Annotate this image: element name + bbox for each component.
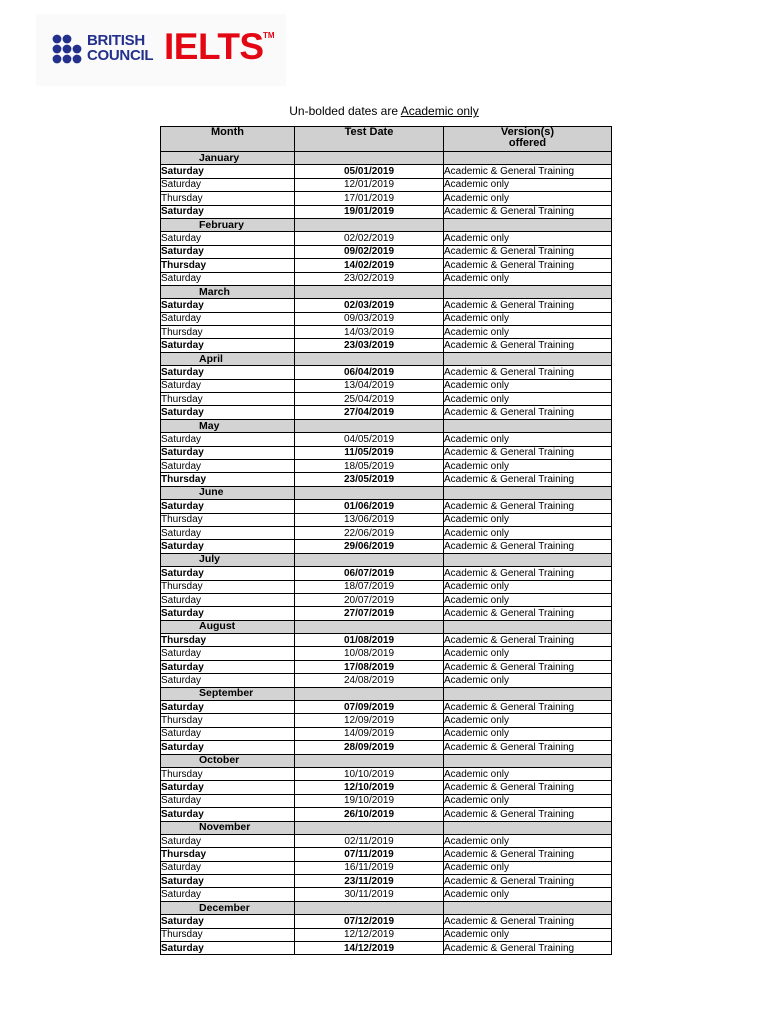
version-cell: Academic only — [444, 888, 612, 901]
legend-note-prefix: Un-bolded dates are — [289, 104, 401, 118]
version-cell: Academic only — [444, 767, 612, 780]
table-row — [161, 781, 612, 794]
date-cell: 07/11/2019 — [295, 848, 444, 861]
version-cell: Academic only — [444, 326, 612, 339]
version-cell: Academic & General Training — [444, 339, 612, 352]
day-cell: Saturday — [161, 942, 295, 955]
version-cell: Academic only — [444, 794, 612, 807]
table-row — [161, 446, 612, 459]
month-row-empty-cell — [295, 152, 444, 165]
date-cell: 12/09/2019 — [295, 714, 444, 727]
logo-line2: COUNCIL — [87, 47, 154, 64]
version-cell: Academic & General Training — [444, 660, 612, 673]
date-cell: 07/12/2019 — [295, 915, 444, 928]
date-cell: 22/06/2019 — [295, 526, 444, 539]
table-row — [161, 727, 612, 740]
table-row — [161, 647, 612, 660]
table-row — [161, 232, 612, 245]
version-cell: Academic & General Training — [444, 701, 612, 714]
date-cell: 14/09/2019 — [295, 727, 444, 740]
month-row-empty-cell — [444, 419, 612, 432]
day-cell: Saturday — [161, 781, 295, 794]
date-cell: 25/04/2019 — [295, 393, 444, 406]
month-row-empty-cell — [295, 486, 444, 499]
date-cell: 27/07/2019 — [295, 607, 444, 620]
date-cell: 11/05/2019 — [295, 446, 444, 459]
table-row — [161, 459, 612, 472]
date-cell: 17/08/2019 — [295, 660, 444, 673]
date-cell: 04/05/2019 — [295, 433, 444, 446]
day-cell: Saturday — [161, 245, 295, 258]
table-header-row — [161, 127, 612, 152]
table-row — [161, 513, 612, 526]
table-row — [161, 526, 612, 539]
month-row-empty-cell — [295, 901, 444, 914]
day-cell: Saturday — [161, 526, 295, 539]
date-cell: 27/04/2019 — [295, 406, 444, 419]
month-label: October — [161, 754, 295, 767]
table-row — [161, 888, 612, 901]
day-cell: Thursday — [161, 767, 295, 780]
day-cell: Saturday — [161, 915, 295, 928]
version-cell: Academic & General Training — [444, 741, 612, 754]
table-row — [161, 393, 612, 406]
month-row-empty-cell — [295, 821, 444, 834]
date-cell: 01/08/2019 — [295, 634, 444, 647]
table-row — [161, 794, 612, 807]
version-cell: Academic & General Training — [444, 634, 612, 647]
month-row-empty-cell — [444, 352, 612, 365]
month-row-empty-cell — [444, 687, 612, 700]
date-cell: 23/05/2019 — [295, 473, 444, 486]
table-row — [161, 674, 612, 687]
table-row — [161, 741, 612, 754]
version-cell: Academic & General Training — [444, 942, 612, 955]
date-cell: 18/07/2019 — [295, 580, 444, 593]
month-label: August — [161, 620, 295, 633]
version-cell: Academic & General Training — [444, 915, 612, 928]
version-cell: Academic & General Training — [444, 299, 612, 312]
version-cell: Academic only — [444, 593, 612, 606]
version-cell: Academic & General Training — [444, 567, 612, 580]
date-cell: 09/02/2019 — [295, 245, 444, 258]
table-row — [161, 205, 612, 218]
date-cell: 23/03/2019 — [295, 339, 444, 352]
date-cell: 13/04/2019 — [295, 379, 444, 392]
day-cell: Saturday — [161, 379, 295, 392]
version-cell: Academic only — [444, 727, 612, 740]
table-row — [161, 178, 612, 191]
header-versions — [444, 127, 612, 152]
month-row-empty-cell — [444, 754, 612, 767]
logo-header — [36, 14, 286, 86]
day-cell: Saturday — [161, 861, 295, 874]
date-cell: 19/01/2019 — [295, 205, 444, 218]
month-row — [161, 901, 612, 914]
table-row — [161, 848, 612, 861]
month-row-empty-cell — [444, 218, 612, 231]
date-cell: 14/03/2019 — [295, 326, 444, 339]
date-cell: 14/12/2019 — [295, 942, 444, 955]
table-row — [161, 540, 612, 553]
table-row — [161, 379, 612, 392]
date-cell: 23/11/2019 — [295, 875, 444, 888]
version-cell: Academic only — [444, 834, 612, 847]
date-cell: 01/06/2019 — [295, 500, 444, 513]
table-row — [161, 593, 612, 606]
date-cell: 06/04/2019 — [295, 366, 444, 379]
month-row — [161, 218, 612, 231]
table-row — [161, 366, 612, 379]
month-row-empty-cell — [444, 486, 612, 499]
month-row-empty-cell — [295, 352, 444, 365]
version-cell: Academic only — [444, 674, 612, 687]
table-row — [161, 875, 612, 888]
table-row — [161, 272, 612, 285]
day-cell: Thursday — [161, 473, 295, 486]
day-cell: Saturday — [161, 272, 295, 285]
day-cell: Saturday — [161, 299, 295, 312]
day-cell: Thursday — [161, 513, 295, 526]
day-cell: Saturday — [161, 888, 295, 901]
version-cell: Academic & General Training — [444, 165, 612, 178]
table-row — [161, 915, 612, 928]
version-cell: Academic & General Training — [444, 808, 612, 821]
day-cell: Saturday — [161, 165, 295, 178]
table-row — [161, 567, 612, 580]
table-row — [161, 312, 612, 325]
trademark-mark: TM — [263, 31, 275, 40]
version-cell: Academic only — [444, 580, 612, 593]
logo-line1: BRITISH — [87, 32, 145, 49]
table-row — [161, 928, 612, 941]
british-council-wordmark — [87, 33, 153, 63]
day-cell: Saturday — [161, 567, 295, 580]
month-row — [161, 821, 612, 834]
table-row — [161, 433, 612, 446]
date-cell: 05/01/2019 — [295, 165, 444, 178]
date-cell: 16/11/2019 — [295, 861, 444, 874]
date-cell: 12/10/2019 — [295, 781, 444, 794]
day-cell: Saturday — [161, 205, 295, 218]
test-dates-table — [160, 126, 612, 955]
month-row — [161, 419, 612, 432]
day-cell: Thursday — [161, 634, 295, 647]
day-cell: Saturday — [161, 540, 295, 553]
date-cell: 19/10/2019 — [295, 794, 444, 807]
day-cell: Thursday — [161, 928, 295, 941]
month-row-empty-cell — [444, 620, 612, 633]
month-label: January — [161, 152, 295, 165]
version-cell: Academic & General Training — [444, 781, 612, 794]
table-row — [161, 808, 612, 821]
day-cell: Thursday — [161, 580, 295, 593]
version-cell: Academic & General Training — [444, 848, 612, 861]
month-row-empty-cell — [295, 687, 444, 700]
month-row-empty-cell — [295, 754, 444, 767]
month-row — [161, 152, 612, 165]
header-versions-line2: offered — [508, 137, 547, 149]
month-label: September — [161, 687, 295, 700]
month-row — [161, 620, 612, 633]
version-cell: Academic only — [444, 393, 612, 406]
version-cell: Academic & General Training — [444, 540, 612, 553]
month-row-empty-cell — [295, 285, 444, 298]
version-cell: Academic & General Training — [444, 473, 612, 486]
day-cell: Saturday — [161, 727, 295, 740]
day-cell: Thursday — [161, 259, 295, 272]
date-cell: 23/02/2019 — [295, 272, 444, 285]
month-row-empty-cell — [444, 901, 612, 914]
month-row-empty-cell — [295, 419, 444, 432]
date-cell: 30/11/2019 — [295, 888, 444, 901]
table-row — [161, 339, 612, 352]
month-row — [161, 754, 612, 767]
british-council-logo-icon — [52, 34, 82, 64]
day-cell: Saturday — [161, 459, 295, 472]
table-row — [161, 767, 612, 780]
day-cell: Saturday — [161, 875, 295, 888]
day-cell: Saturday — [161, 701, 295, 714]
table-row — [161, 607, 612, 620]
version-cell: Academic & General Training — [444, 366, 612, 379]
date-cell: 18/05/2019 — [295, 459, 444, 472]
table-row — [161, 406, 612, 419]
version-cell: Academic only — [444, 232, 612, 245]
month-row-empty-cell — [444, 821, 612, 834]
table-row — [161, 473, 612, 486]
day-cell: Saturday — [161, 607, 295, 620]
header-test-date: Test Date — [295, 127, 444, 152]
day-cell: Saturday — [161, 433, 295, 446]
day-cell: Saturday — [161, 500, 295, 513]
table-body — [161, 152, 612, 955]
date-cell: 10/08/2019 — [295, 647, 444, 660]
month-row-empty-cell — [295, 620, 444, 633]
version-cell: Academic & General Training — [444, 205, 612, 218]
date-cell: 02/11/2019 — [295, 834, 444, 847]
date-cell: 13/06/2019 — [295, 513, 444, 526]
day-cell: Saturday — [161, 593, 295, 606]
day-cell: Saturday — [161, 232, 295, 245]
version-cell: Academic & General Training — [444, 245, 612, 258]
date-cell: 07/09/2019 — [295, 701, 444, 714]
table-row — [161, 326, 612, 339]
day-cell: Saturday — [161, 312, 295, 325]
day-cell: Saturday — [161, 674, 295, 687]
date-cell: 17/01/2019 — [295, 192, 444, 205]
version-cell: Academic only — [444, 714, 612, 727]
version-cell: Academic & General Training — [444, 500, 612, 513]
date-cell: 26/10/2019 — [295, 808, 444, 821]
day-cell: Saturday — [161, 741, 295, 754]
table-row — [161, 660, 612, 673]
version-cell: Academic only — [444, 272, 612, 285]
month-label: December — [161, 901, 295, 914]
month-label: July — [161, 553, 295, 566]
day-cell: Thursday — [161, 848, 295, 861]
table-row — [161, 500, 612, 513]
version-cell: Academic only — [444, 861, 612, 874]
month-label: March — [161, 285, 295, 298]
day-cell: Saturday — [161, 366, 295, 379]
table-row — [161, 701, 612, 714]
day-cell: Thursday — [161, 714, 295, 727]
table-row — [161, 834, 612, 847]
month-row-empty-cell — [444, 152, 612, 165]
date-cell: 14/02/2019 — [295, 259, 444, 272]
month-label: June — [161, 486, 295, 499]
ielts-wordmark: IELTS — [164, 26, 264, 67]
version-cell: Academic & General Training — [444, 406, 612, 419]
legend-note — [0, 104, 768, 118]
version-cell: Academic only — [444, 312, 612, 325]
month-row — [161, 553, 612, 566]
version-cell: Academic only — [444, 178, 612, 191]
header-versions-line1: Version(s) — [500, 126, 555, 138]
legend-note-emphasis: Academic only — [400, 104, 479, 118]
month-row — [161, 352, 612, 365]
date-cell: 10/10/2019 — [295, 767, 444, 780]
day-cell: Saturday — [161, 808, 295, 821]
day-cell: Thursday — [161, 192, 295, 205]
month-label: February — [161, 218, 295, 231]
month-label: November — [161, 821, 295, 834]
month-label: May — [161, 419, 295, 432]
day-cell: Thursday — [161, 326, 295, 339]
day-cell: Saturday — [161, 834, 295, 847]
table-row — [161, 192, 612, 205]
month-label: April — [161, 352, 295, 365]
month-row — [161, 687, 612, 700]
table-row — [161, 259, 612, 272]
day-cell: Saturday — [161, 339, 295, 352]
month-row — [161, 486, 612, 499]
table-row — [161, 942, 612, 955]
date-cell: 28/09/2019 — [295, 741, 444, 754]
day-cell: Saturday — [161, 446, 295, 459]
version-cell: Academic only — [444, 459, 612, 472]
table-row — [161, 245, 612, 258]
month-row-empty-cell — [444, 285, 612, 298]
version-cell: Academic only — [444, 647, 612, 660]
day-cell: Saturday — [161, 178, 295, 191]
version-cell: Academic & General Training — [444, 446, 612, 459]
header-month: Month — [161, 127, 295, 152]
date-cell: 06/07/2019 — [295, 567, 444, 580]
date-cell: 12/01/2019 — [295, 178, 444, 191]
version-cell: Academic only — [444, 379, 612, 392]
table-row — [161, 634, 612, 647]
version-cell: Academic & General Training — [444, 875, 612, 888]
date-cell: 09/03/2019 — [295, 312, 444, 325]
day-cell: Saturday — [161, 406, 295, 419]
date-cell: 02/02/2019 — [295, 232, 444, 245]
date-cell: 20/07/2019 — [295, 593, 444, 606]
version-cell: Academic only — [444, 433, 612, 446]
day-cell: Saturday — [161, 794, 295, 807]
month-row — [161, 285, 612, 298]
month-row-empty-cell — [295, 553, 444, 566]
version-cell: Academic & General Training — [444, 607, 612, 620]
date-cell: 02/03/2019 — [295, 299, 444, 312]
table-row — [161, 861, 612, 874]
day-cell: Saturday — [161, 660, 295, 673]
table-row — [161, 714, 612, 727]
version-cell: Academic only — [444, 513, 612, 526]
version-cell: Academic only — [444, 928, 612, 941]
date-cell: 12/12/2019 — [295, 928, 444, 941]
version-cell: Academic & General Training — [444, 259, 612, 272]
date-cell: 24/08/2019 — [295, 674, 444, 687]
version-cell: Academic only — [444, 526, 612, 539]
day-cell: Thursday — [161, 393, 295, 406]
month-row-empty-cell — [444, 553, 612, 566]
version-cell: Academic only — [444, 192, 612, 205]
table-row — [161, 580, 612, 593]
table-row — [161, 299, 612, 312]
day-cell: Saturday — [161, 647, 295, 660]
date-cell: 29/06/2019 — [295, 540, 444, 553]
month-row-empty-cell — [295, 218, 444, 231]
table-row — [161, 165, 612, 178]
